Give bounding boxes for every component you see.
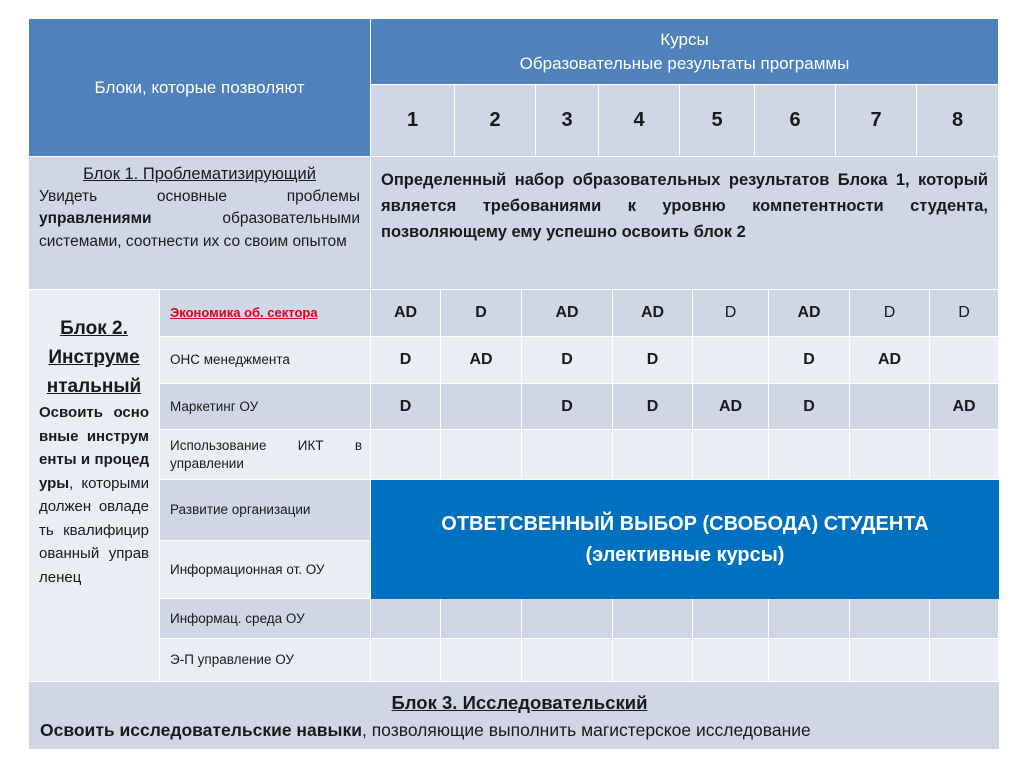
- elective-title: ОТВЕТСВЕННЫЙ ВЫБОР (СВОБОДА) СТУДЕНТА: [441, 512, 929, 535]
- column-number-5: 5: [680, 85, 755, 157]
- grade-cell: [522, 430, 613, 480]
- course-name-cell: [160, 337, 371, 384]
- grade-cell: D: [522, 337, 613, 384]
- course-name: Информационная от. ОУ: [170, 561, 325, 577]
- course-name-cell: [160, 599, 371, 639]
- grade-cell: [693, 639, 769, 682]
- block3-title: Блок 3. Исследовательский: [391, 692, 648, 713]
- block2-title: Блок 2. Инструме нтальный: [46, 318, 142, 397]
- block1-text-rest: образовательными системами, соотнести их со своим опытом: [39, 210, 360, 250]
- course-name: Экономика об. сектора: [170, 305, 318, 320]
- grade-cell: [693, 599, 769, 639]
- course-name-cell: [160, 430, 371, 480]
- block1-title: Блок 1. Проблематизирующий: [83, 165, 316, 183]
- column-number-8: 8: [917, 85, 999, 157]
- grade-cell: [850, 639, 930, 682]
- block1-cell: [29, 157, 371, 290]
- grade-cell: AD: [693, 384, 769, 430]
- grade-cell: [930, 599, 999, 639]
- grade-cell: D: [769, 337, 850, 384]
- column-number-2: 2: [455, 85, 536, 157]
- grade-cell: D: [769, 384, 850, 430]
- courses-header: [371, 19, 999, 85]
- column-number-4: 4: [599, 85, 680, 157]
- grade-cell: D: [930, 290, 999, 337]
- grade-cell: [930, 337, 999, 384]
- column-number-6: 6: [755, 85, 836, 157]
- results-title: Образовательные результаты программы: [519, 53, 850, 73]
- block2-desc-bold: Освоить основные инструменты и процедуры: [39, 404, 149, 492]
- block1-text: [39, 208, 360, 253]
- grade-cell: [930, 430, 999, 480]
- block1-description: Определенный набор образовательных результатов Блока 1, который является требованиями к уровню компетентности студента, позволяющему ему успешно освоить блок 2: [381, 171, 988, 241]
- grade-cell: [850, 384, 930, 430]
- course-name: Информац. среда ОУ: [170, 610, 305, 626]
- grade-cell: [693, 337, 769, 384]
- grade-cell: AD: [930, 384, 999, 430]
- block3-text: [40, 717, 999, 743]
- blocks-header: [29, 19, 371, 157]
- course-name-cell: [160, 290, 371, 337]
- courses-title: Курсы: [660, 29, 709, 49]
- grade-cell: [371, 599, 441, 639]
- course-name: Развитие организации: [170, 502, 311, 517]
- course-name: ОНС менеджмента: [170, 352, 290, 367]
- grade-cell: [441, 384, 522, 430]
- course-name: Маркетинг ОУ: [170, 398, 259, 414]
- block3-cell: [29, 682, 999, 749]
- grade-cell: [613, 639, 693, 682]
- grade-cell: AD: [371, 290, 441, 337]
- grade-cell: [441, 639, 522, 682]
- grade-cell: [371, 639, 441, 682]
- block3-text-rest: , позволяющие выполнить магистерское исследование: [361, 720, 811, 740]
- course-name-cell: [160, 541, 371, 599]
- grade-cell: [850, 599, 930, 639]
- block1-description-cell: [371, 157, 999, 290]
- block1-text-bold: управлениями: [39, 210, 152, 227]
- block2-cell: [29, 290, 160, 682]
- grade-cell: [371, 430, 441, 480]
- grade-cell: [441, 430, 522, 480]
- grade-cell: [613, 599, 693, 639]
- grade-cell: [613, 430, 693, 480]
- block2-description: [39, 401, 149, 589]
- grade-cell: D: [371, 337, 441, 384]
- grade-cell: AD: [769, 290, 850, 337]
- grade-cell: [769, 639, 850, 682]
- grade-cell: AD: [850, 337, 930, 384]
- grade-cell: D: [371, 384, 441, 430]
- grade-cell: D: [613, 384, 693, 430]
- grade-cell: [693, 430, 769, 480]
- grade-cell: [522, 639, 613, 682]
- grade-cell: D: [613, 337, 693, 384]
- grade-cell: AD: [441, 337, 522, 384]
- elective-subtitle: (элективные курсы): [585, 543, 785, 566]
- block2-desc-rest: , которыми должен овладеть квалифицированный управленец: [39, 474, 149, 586]
- grade-cell: D: [522, 384, 613, 430]
- grade-cell: AD: [613, 290, 693, 337]
- course-name: Э-П управление ОУ: [170, 652, 295, 667]
- grade-cell: [769, 599, 850, 639]
- grade-cell: D: [850, 290, 930, 337]
- column-number-3: 3: [536, 85, 599, 157]
- course-name-cell: [160, 639, 371, 682]
- grade-cell: [850, 430, 930, 480]
- grade-cell: D: [693, 290, 769, 337]
- column-number-1: 1: [371, 85, 455, 157]
- grade-cell: AD: [522, 290, 613, 337]
- blocks-header-label: Блоки, которые позволяют: [94, 77, 305, 97]
- grade-cell: [930, 639, 999, 682]
- course-name: Использование ИКТ в управлении: [170, 437, 362, 471]
- column-number-7: 7: [836, 85, 917, 157]
- elective-banner: [371, 480, 999, 599]
- course-name-cell: [160, 384, 371, 430]
- grade-cell: D: [441, 290, 522, 337]
- block1-text-line1: Увидеть основные проблемы: [39, 187, 360, 205]
- grade-cell: [522, 599, 613, 639]
- grade-cell: [441, 599, 522, 639]
- grade-cell: [769, 430, 850, 480]
- course-name-cell: [160, 480, 371, 541]
- block3-text-bold: Освоить исследовательские навыки: [40, 720, 362, 740]
